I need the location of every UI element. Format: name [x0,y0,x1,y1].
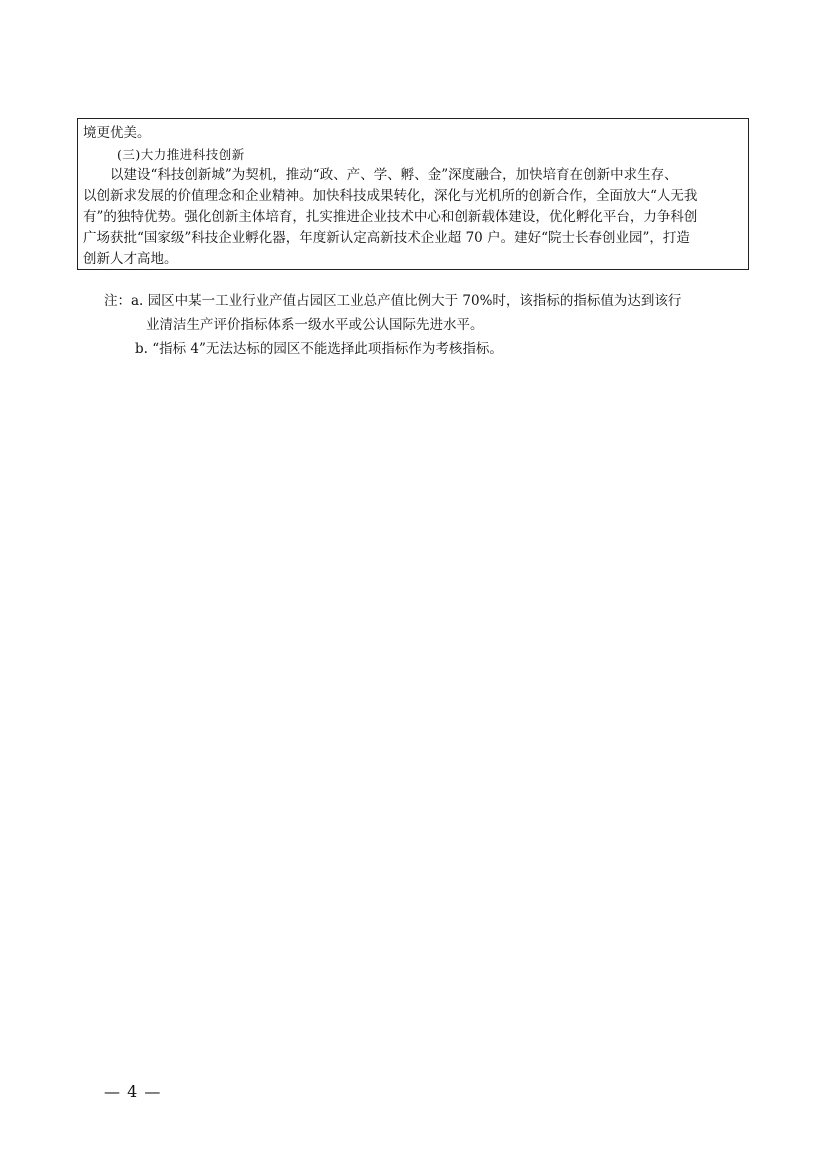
paragraph-line: 有”的独特优势。强化创新主体培育，扎实推进企业技术中心和创新载体建设，优化孵化平台，力争科创 [83,209,698,225]
paragraph-line: 以建设“科技创新城”为契机，推动“政、产、学、孵、金”深度融合，加快培育在创新中求生存、 [110,167,678,183]
paragraph-line: 创新人才高地。 [83,251,178,267]
section-heading: (三)大力推进科技创新 [117,147,245,162]
page-number: — 4 — [104,1082,162,1101]
content-box [77,118,749,270]
notes-section [104,289,744,361]
paragraph-tail: 境更优美。 [83,125,151,141]
paragraph-line: 以创新求发展的价值理念和企业精神。加快科技成果转化，深化与光机所的创新合作，全面放大“人无我 [83,188,698,204]
note-a-continuation: 业清洁生产评价指标体系一级水平或公认国际先进水平。 [146,317,484,333]
note-a: 注：a. 园区中某一工业行业产值占园区工业总产值比例大于 70%时，该指标的指标值为达到该行 [104,293,682,309]
paragraph-line: 广场获批“国家级”科技企业孵化器，年度新认定高新技术企业超 70 户。建好“院士长春创业园”，打造 [83,230,690,246]
note-b: b. “指标 4”无法达标的园区不能选择此项指标作为考核指标。 [135,341,503,357]
